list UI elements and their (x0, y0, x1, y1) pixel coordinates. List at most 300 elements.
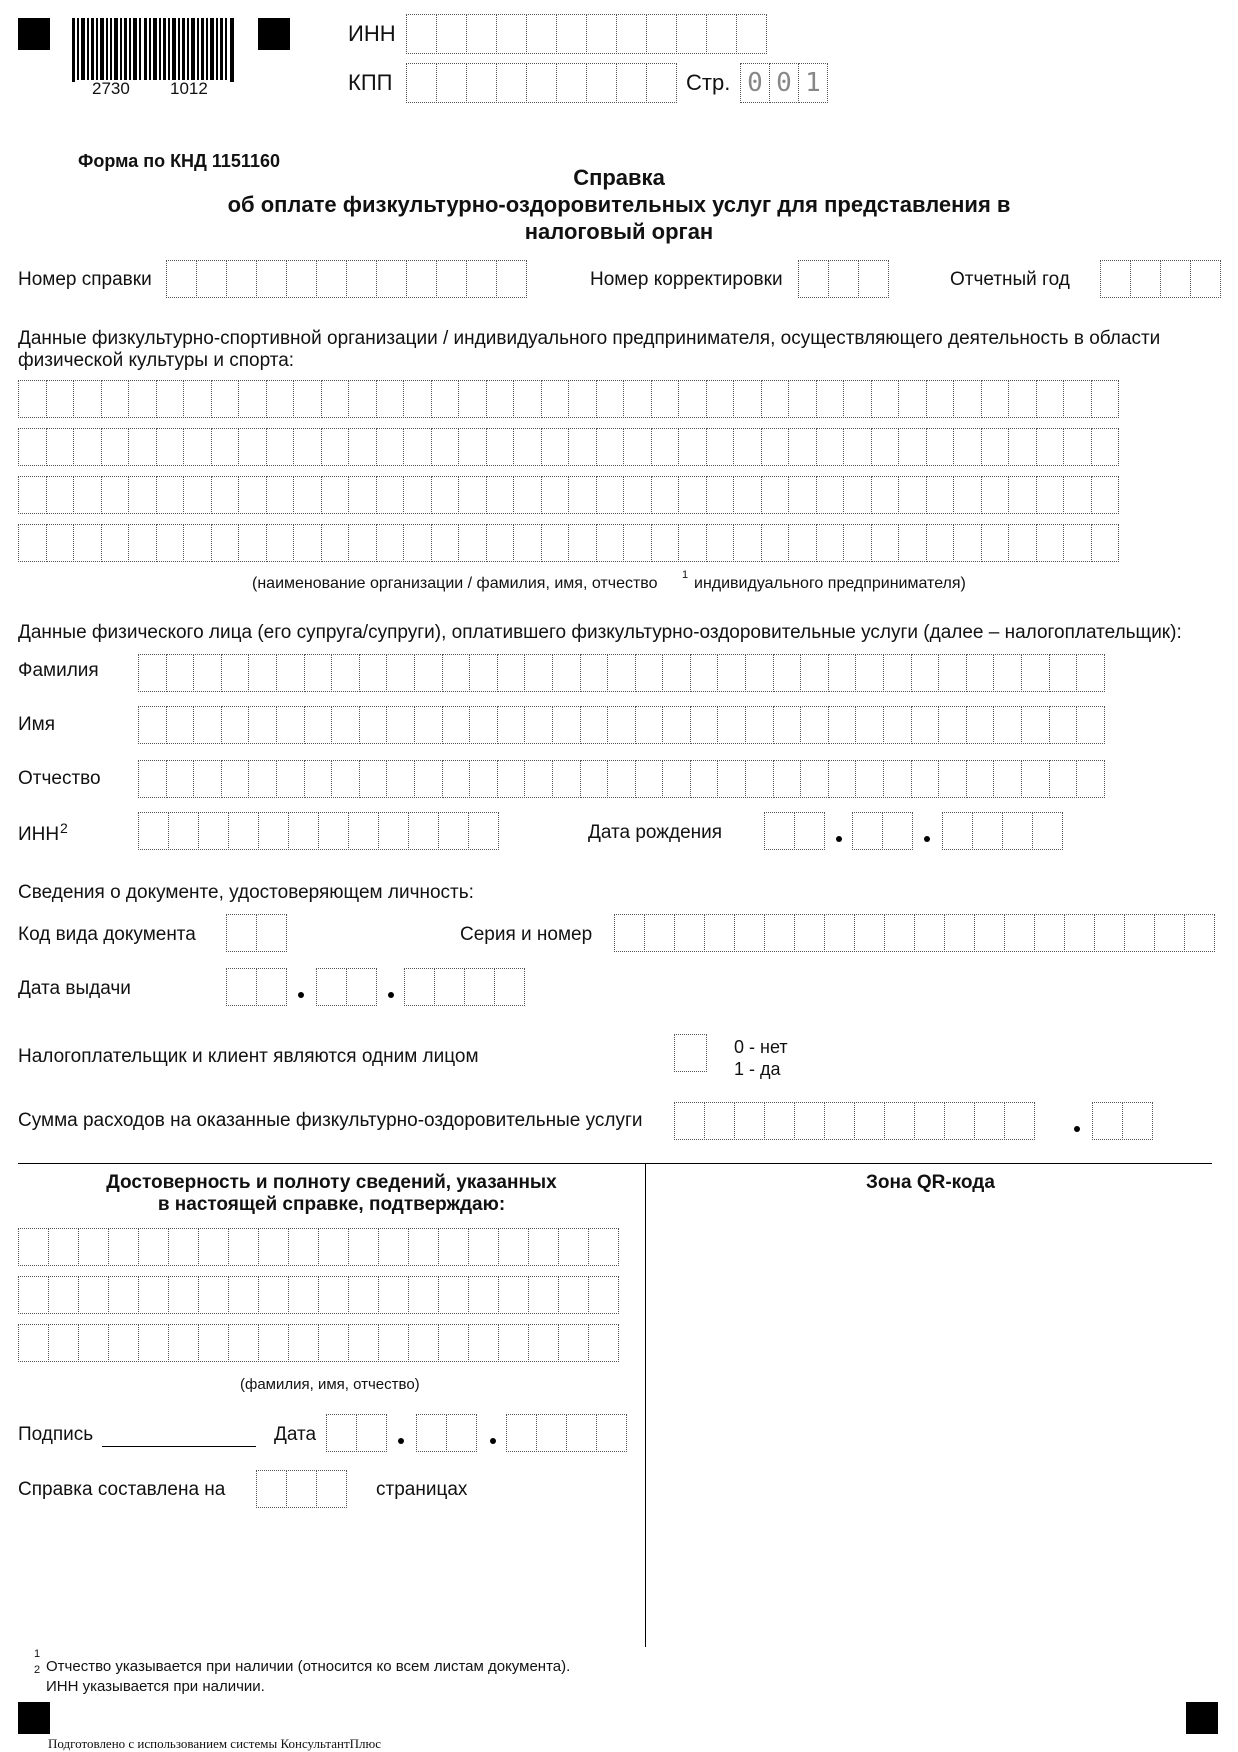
input-cell[interactable] (953, 428, 982, 466)
input-cell[interactable] (528, 1276, 559, 1314)
input-cell[interactable] (662, 760, 691, 798)
input-cell[interactable] (359, 654, 388, 692)
input-cell[interactable] (386, 706, 415, 744)
input-cell[interactable] (938, 654, 967, 692)
input-cell[interactable] (824, 914, 855, 952)
input-cell[interactable] (646, 63, 677, 103)
input-cell[interactable] (408, 812, 439, 850)
input-cell[interactable] (1094, 914, 1125, 952)
input-cell[interactable] (78, 1228, 109, 1266)
input-cell[interactable] (408, 1276, 439, 1314)
confirm-name-row-1[interactable] (18, 1228, 618, 1266)
input-cell[interactable] (183, 524, 212, 562)
input-cell[interactable] (513, 476, 542, 514)
input-cell[interactable] (883, 706, 912, 744)
input-cell[interactable] (466, 14, 497, 54)
input-cell[interactable] (168, 812, 199, 850)
input-cell[interactable] (981, 524, 1010, 562)
input-cell[interactable] (588, 1228, 619, 1266)
input-cell[interactable] (788, 428, 817, 466)
input-cell[interactable] (690, 706, 719, 744)
input-cell[interactable] (794, 1102, 825, 1140)
input-cell[interactable] (193, 706, 222, 744)
input-cell[interactable] (1091, 428, 1120, 466)
input-cell[interactable] (438, 1228, 469, 1266)
input-cell[interactable] (843, 524, 872, 562)
input-cell[interactable] (431, 380, 460, 418)
input-cell[interactable] (403, 428, 432, 466)
input-cell[interactable] (256, 968, 287, 1006)
input-cell[interactable] (376, 380, 405, 418)
input-cell[interactable] (496, 63, 527, 103)
input-cell[interactable] (678, 428, 707, 466)
issue-year-cells[interactable] (404, 968, 524, 1006)
input-cell[interactable] (348, 1228, 379, 1266)
input-cell[interactable] (138, 1324, 169, 1362)
input-cell[interactable] (46, 428, 75, 466)
input-cell[interactable] (993, 706, 1022, 744)
input-cell[interactable] (228, 1324, 259, 1362)
input-cell[interactable] (226, 968, 257, 1006)
input-cell[interactable] (318, 1324, 349, 1362)
input-cell[interactable] (761, 524, 790, 562)
input-cell[interactable] (156, 524, 185, 562)
input-cell[interactable] (764, 812, 795, 850)
input-cell[interactable] (434, 968, 465, 1006)
input-cell[interactable] (304, 760, 333, 798)
input-cell[interactable] (764, 1102, 795, 1140)
input-cell[interactable] (376, 428, 405, 466)
input-cell[interactable] (616, 63, 647, 103)
input-cell[interactable] (438, 1324, 469, 1362)
input-cell[interactable] (898, 476, 927, 514)
input-cell[interactable] (1021, 654, 1050, 692)
input-cell[interactable] (884, 1102, 915, 1140)
input-cell[interactable] (436, 14, 467, 54)
input-cell[interactable] (359, 706, 388, 744)
input-cell[interactable] (128, 476, 157, 514)
input-cell[interactable] (238, 380, 267, 418)
input-cell[interactable] (442, 760, 471, 798)
input-cell[interactable] (524, 760, 553, 798)
input-cell[interactable] (108, 1324, 139, 1362)
input-cell[interactable] (408, 1324, 439, 1362)
input-cell[interactable] (635, 706, 664, 744)
input-cell[interactable] (623, 380, 652, 418)
input-cell[interactable] (733, 380, 762, 418)
header-kpp-cells[interactable] (406, 63, 676, 103)
input-cell[interactable] (852, 812, 883, 850)
input-cell[interactable] (704, 914, 735, 952)
input-cell[interactable] (855, 706, 884, 744)
input-cell[interactable] (193, 760, 222, 798)
input-cell[interactable] (458, 524, 487, 562)
input-cell[interactable] (552, 706, 581, 744)
input-cell[interactable] (193, 654, 222, 692)
input-cell[interactable] (788, 476, 817, 514)
input-cell[interactable] (198, 812, 229, 850)
input-cell[interactable] (556, 63, 587, 103)
input-cell[interactable] (556, 14, 587, 54)
input-cell[interactable] (228, 812, 259, 850)
input-cell[interactable] (524, 654, 553, 692)
input-cell[interactable] (828, 654, 857, 692)
patronymic-cells[interactable] (138, 760, 1104, 798)
input-cell[interactable] (1091, 524, 1120, 562)
input-cell[interactable] (1091, 380, 1120, 418)
input-cell[interactable] (266, 428, 295, 466)
input-cell[interactable] (800, 654, 829, 692)
input-cell[interactable] (717, 760, 746, 798)
input-cell[interactable] (331, 706, 360, 744)
input-cell[interactable] (651, 476, 680, 514)
input-cell[interactable] (646, 14, 677, 54)
input-cell[interactable] (228, 1228, 259, 1266)
input-cell[interactable] (678, 380, 707, 418)
input-cell[interactable] (431, 476, 460, 514)
input-cell[interactable] (816, 476, 845, 514)
input-cell[interactable] (635, 760, 664, 798)
input-cell[interactable] (431, 428, 460, 466)
input-cell[interactable] (18, 428, 47, 466)
input-cell[interactable] (221, 654, 250, 692)
input-cell[interactable] (773, 654, 802, 692)
input-cell[interactable] (972, 812, 1003, 850)
input-cell[interactable] (761, 428, 790, 466)
input-cell[interactable] (321, 524, 350, 562)
input-cell[interactable] (458, 380, 487, 418)
first-name-cells[interactable] (138, 706, 1104, 744)
correction-number-cells[interactable] (798, 260, 888, 298)
input-cell[interactable] (953, 524, 982, 562)
input-cell[interactable] (406, 14, 437, 54)
input-cell[interactable] (166, 260, 197, 298)
input-cell[interactable] (828, 260, 859, 298)
input-cell[interactable] (348, 812, 379, 850)
input-cell[interactable] (1063, 428, 1092, 466)
input-cell[interactable] (1063, 380, 1092, 418)
input-cell[interactable] (386, 760, 415, 798)
input-cell[interactable] (138, 760, 167, 798)
input-cell[interactable] (798, 260, 829, 298)
input-cell[interactable] (198, 1276, 229, 1314)
input-cell[interactable] (1004, 914, 1035, 952)
surname-cells[interactable] (138, 654, 1104, 692)
input-cell[interactable] (536, 1414, 567, 1452)
input-cell[interactable] (926, 428, 955, 466)
input-cell[interactable] (734, 1102, 765, 1140)
input-cell[interactable] (248, 706, 277, 744)
input-cell[interactable] (321, 428, 350, 466)
input-cell[interactable] (258, 812, 289, 850)
input-cell[interactable] (884, 914, 915, 952)
input-cell[interactable] (258, 1324, 289, 1362)
input-cell[interactable] (586, 63, 617, 103)
input-cell[interactable] (944, 1102, 975, 1140)
input-cell[interactable] (733, 476, 762, 514)
input-cell[interactable] (568, 428, 597, 466)
input-cell[interactable] (871, 476, 900, 514)
input-cell[interactable] (356, 1414, 387, 1452)
input-cell[interactable] (773, 760, 802, 798)
input-cell[interactable] (446, 1414, 477, 1452)
input-cell[interactable] (458, 428, 487, 466)
input-cell[interactable] (404, 968, 435, 1006)
input-cell[interactable] (256, 914, 287, 952)
input-cell[interactable] (378, 1228, 409, 1266)
input-cell[interactable] (552, 760, 581, 798)
input-cell[interactable] (580, 654, 609, 692)
input-cell[interactable] (1184, 914, 1215, 952)
input-cell[interactable] (1064, 914, 1095, 952)
input-cell[interactable] (288, 812, 319, 850)
input-cell[interactable] (944, 914, 975, 952)
input-cell[interactable] (497, 654, 526, 692)
input-cell[interactable] (378, 1324, 409, 1362)
input-cell[interactable] (156, 380, 185, 418)
input-cell[interactable] (48, 1324, 79, 1362)
input-cell[interactable] (1092, 1102, 1123, 1140)
input-cell[interactable] (745, 706, 774, 744)
input-cell[interactable] (416, 1414, 447, 1452)
input-cell[interactable] (974, 1102, 1005, 1140)
input-cell[interactable] (288, 1276, 319, 1314)
input-cell[interactable] (1100, 260, 1131, 298)
input-cell[interactable] (238, 524, 267, 562)
input-cell[interactable] (1008, 428, 1037, 466)
birth-year-cells[interactable] (942, 812, 1062, 850)
input-cell[interactable] (386, 654, 415, 692)
input-cell[interactable] (168, 1276, 199, 1314)
input-cell[interactable] (18, 380, 47, 418)
input-cell[interactable] (18, 1324, 49, 1362)
input-cell[interactable] (101, 476, 130, 514)
input-cell[interactable] (596, 524, 625, 562)
input-cell[interactable] (486, 380, 515, 418)
input-cell[interactable] (403, 380, 432, 418)
input-cell[interactable] (938, 760, 967, 798)
input-cell[interactable] (871, 428, 900, 466)
input-cell[interactable] (183, 428, 212, 466)
input-cell[interactable] (816, 428, 845, 466)
same-person-cell[interactable] (674, 1034, 706, 1072)
input-cell[interactable] (794, 914, 825, 952)
input-cell[interactable] (764, 914, 795, 952)
input-cell[interactable] (717, 654, 746, 692)
input-cell[interactable] (552, 654, 581, 692)
input-cell[interactable] (438, 1276, 469, 1314)
input-cell[interactable] (674, 914, 705, 952)
input-cell[interactable] (238, 476, 267, 514)
input-cell[interactable] (733, 524, 762, 562)
input-cell[interactable] (1036, 380, 1065, 418)
input-cell[interactable] (496, 260, 527, 298)
input-cell[interactable] (331, 760, 360, 798)
input-cell[interactable] (678, 524, 707, 562)
input-cell[interactable] (18, 476, 47, 514)
input-cell[interactable] (568, 476, 597, 514)
input-cell[interactable] (914, 914, 945, 952)
input-cell[interactable] (469, 760, 498, 798)
input-cell[interactable] (1036, 428, 1065, 466)
input-cell[interactable] (1021, 706, 1050, 744)
input-cell[interactable] (101, 524, 130, 562)
input-cell[interactable] (1036, 524, 1065, 562)
input-cell[interactable] (442, 706, 471, 744)
input-cell[interactable] (458, 476, 487, 514)
input-cell[interactable] (914, 1102, 945, 1140)
input-cell[interactable] (513, 380, 542, 418)
input-cell[interactable] (588, 1276, 619, 1314)
input-cell[interactable] (674, 1102, 705, 1140)
input-cell[interactable] (1063, 476, 1092, 514)
document-type-cells[interactable] (226, 914, 286, 952)
input-cell[interactable] (348, 380, 377, 418)
input-cell[interactable] (623, 428, 652, 466)
input-cell[interactable] (376, 476, 405, 514)
amount-integer-cells[interactable] (674, 1102, 1034, 1140)
input-cell[interactable] (1063, 524, 1092, 562)
organization-row-4[interactable] (18, 524, 1118, 562)
input-cell[interactable] (196, 260, 227, 298)
input-cell[interactable] (346, 260, 377, 298)
input-cell[interactable] (1049, 654, 1078, 692)
input-cell[interactable] (706, 380, 735, 418)
input-cell[interactable] (406, 260, 437, 298)
input-cell[interactable] (128, 380, 157, 418)
input-cell[interactable] (496, 14, 527, 54)
input-cell[interactable] (966, 654, 995, 692)
input-cell[interactable] (464, 968, 495, 1006)
input-cell[interactable] (614, 914, 645, 952)
input-cell[interactable] (46, 476, 75, 514)
input-cell[interactable] (717, 706, 746, 744)
input-cell[interactable] (138, 1228, 169, 1266)
input-cell[interactable] (304, 706, 333, 744)
input-cell[interactable] (816, 380, 845, 418)
input-cell[interactable] (78, 1276, 109, 1314)
input-cell[interactable] (198, 1324, 229, 1362)
input-cell[interactable] (745, 760, 774, 798)
input-cell[interactable] (953, 476, 982, 514)
report-year-cells[interactable] (1100, 260, 1220, 298)
input-cell[interactable] (486, 428, 515, 466)
input-cell[interactable] (1076, 706, 1105, 744)
input-cell[interactable] (651, 428, 680, 466)
input-cell[interactable] (1049, 706, 1078, 744)
input-cell[interactable] (18, 524, 47, 562)
input-cell[interactable] (883, 760, 912, 798)
input-cell[interactable] (466, 63, 497, 103)
certificate-number-cells[interactable] (166, 260, 526, 298)
birth-month-cells[interactable] (852, 812, 912, 850)
input-cell[interactable] (286, 1470, 317, 1508)
input-cell[interactable] (73, 428, 102, 466)
input-cell[interactable] (138, 706, 167, 744)
input-cell[interactable] (436, 63, 467, 103)
input-cell[interactable] (706, 14, 737, 54)
input-cell[interactable] (238, 428, 267, 466)
input-cell[interactable] (18, 1228, 49, 1266)
input-cell[interactable] (513, 524, 542, 562)
input-cell[interactable] (288, 1324, 319, 1362)
input-cell[interactable] (1122, 1102, 1153, 1140)
input-cell[interactable] (528, 1324, 559, 1362)
input-cell[interactable] (18, 1276, 49, 1314)
input-cell[interactable] (348, 1324, 379, 1362)
input-cell[interactable] (706, 476, 735, 514)
input-cell[interactable] (318, 1228, 349, 1266)
input-cell[interactable] (48, 1228, 79, 1266)
input-cell[interactable] (706, 524, 735, 562)
input-cell[interactable] (926, 524, 955, 562)
input-cell[interactable] (318, 1276, 349, 1314)
input-cell[interactable] (469, 706, 498, 744)
input-cell[interactable] (497, 706, 526, 744)
input-cell[interactable] (221, 760, 250, 798)
input-cell[interactable] (497, 760, 526, 798)
input-cell[interactable] (911, 706, 940, 744)
input-cell[interactable] (843, 380, 872, 418)
input-cell[interactable] (266, 380, 295, 418)
input-cell[interactable] (651, 380, 680, 418)
input-cell[interactable] (855, 654, 884, 692)
input-cell[interactable] (541, 428, 570, 466)
input-cell[interactable] (468, 1276, 499, 1314)
organization-row-2[interactable] (18, 428, 1118, 466)
input-cell[interactable] (733, 428, 762, 466)
input-cell[interactable] (794, 812, 825, 850)
input-cell[interactable] (403, 476, 432, 514)
input-cell[interactable] (773, 706, 802, 744)
header-inn-cells[interactable] (406, 14, 766, 54)
input-cell[interactable] (166, 654, 195, 692)
input-cell[interactable] (734, 914, 765, 952)
input-cell[interactable] (266, 524, 295, 562)
input-cell[interactable] (316, 260, 347, 298)
input-cell[interactable] (524, 706, 553, 744)
input-cell[interactable] (286, 260, 317, 298)
input-cell[interactable] (541, 380, 570, 418)
input-cell[interactable] (78, 1324, 109, 1362)
input-cell[interactable] (1032, 812, 1063, 850)
input-cell[interactable] (168, 1324, 199, 1362)
input-cell[interactable] (843, 476, 872, 514)
input-cell[interactable] (293, 524, 322, 562)
amount-fraction-cells[interactable] (1092, 1102, 1152, 1140)
input-cell[interactable] (166, 760, 195, 798)
input-cell[interactable] (528, 1228, 559, 1266)
input-cell[interactable] (883, 654, 912, 692)
input-cell[interactable] (855, 760, 884, 798)
input-cell[interactable] (414, 706, 443, 744)
input-cell[interactable] (128, 428, 157, 466)
input-cell[interactable] (858, 260, 889, 298)
input-cell[interactable] (316, 1470, 347, 1508)
input-cell[interactable] (46, 524, 75, 562)
input-cell[interactable] (1130, 260, 1161, 298)
input-cell[interactable] (800, 760, 829, 798)
input-cell[interactable] (816, 524, 845, 562)
input-cell[interactable] (468, 812, 499, 850)
input-cell[interactable] (128, 524, 157, 562)
input-cell[interactable] (854, 1102, 885, 1140)
input-cell[interactable] (266, 476, 295, 514)
input-cell[interactable] (828, 706, 857, 744)
input-cell[interactable] (211, 428, 240, 466)
input-cell[interactable] (348, 1276, 379, 1314)
input-cell[interactable] (138, 1276, 169, 1314)
